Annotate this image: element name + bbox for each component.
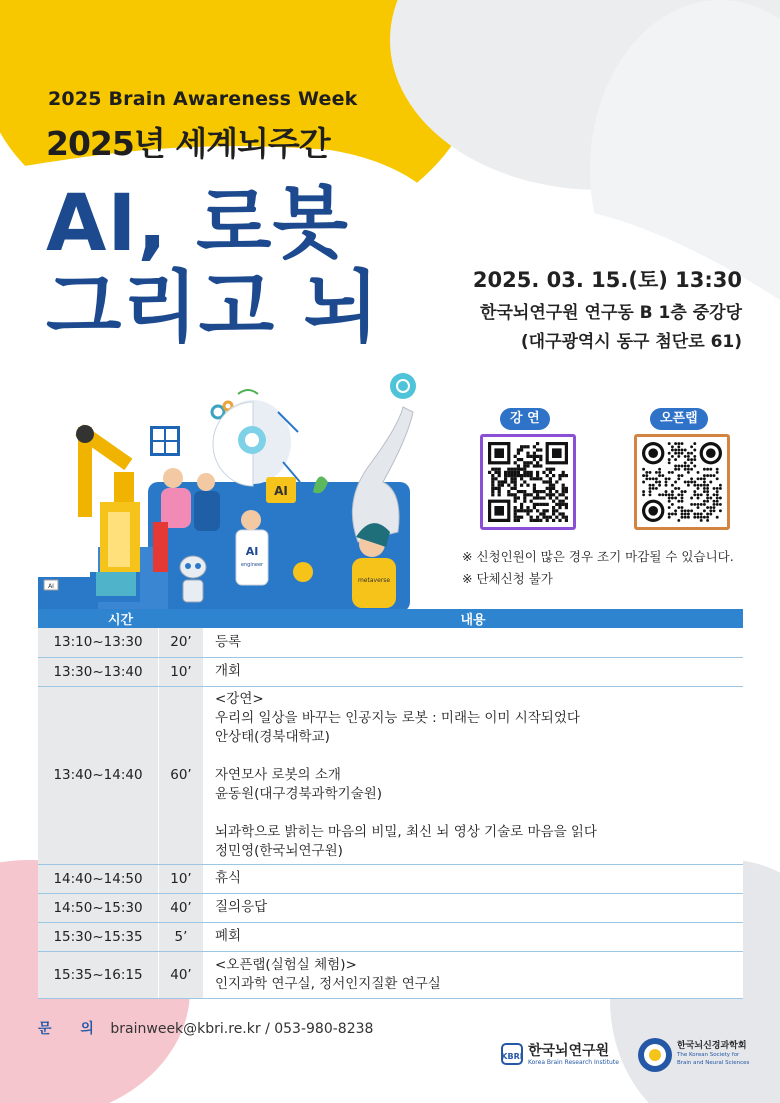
schedule-content [203,951,743,998]
schedule-content [203,657,743,686]
kbri-name: 한국뇌연구원 [528,1043,610,1059]
kbri-logo-mark [500,1040,524,1068]
schedule-content-line [215,747,731,766]
schedule-content-line: 폐회 [215,928,242,944]
schedule-content-line: 인지과학 연구실, 정서인지질환 연구실 [215,975,441,992]
schedule-row [38,628,743,657]
ksbns-logo-mark [636,1036,674,1074]
registration-notes [462,546,734,590]
svg-text:KBRI: KBRI [501,1052,523,1061]
schedule-content-line: <오픈랩(실험실 체험)> [215,956,357,973]
kbri-logo [500,1040,620,1070]
svg-text:AI: AI [274,484,288,498]
schedule-duration: 40’ [159,951,204,998]
schedule-duration: 60’ [159,686,204,864]
contact-label: 문 의 [38,1021,106,1037]
schedule-content [203,864,743,893]
schedule-content [203,893,743,922]
schedule-content-line: 정민영(한국뇌연구원) [215,842,343,859]
schedule-content-line: 등록 [215,633,242,650]
main-title-line2: 그리고 뇌 [46,263,380,353]
schedule-content-line [215,804,731,823]
event-venue: 한국뇌연구원 연구동 B 1층 중강당 [480,303,742,323]
schedule-header-row [38,609,743,628]
svg-text:metaverse: metaverse [357,577,391,584]
schedule-row [38,922,743,951]
event-date: 2025. 03. 15.(토) 13:30 [472,268,742,292]
event-address: (대구광역시 동구 첨단로 61) [520,332,742,352]
event-english-title: 2025 Brain Awareness Week [48,88,358,110]
svg-text:AI: AI [48,583,54,590]
note-early-closing: ※ 신청인원이 많은 경우 조기 마감될 수 있습니다. [462,549,734,564]
schedule-time: 13:10~13:30 [38,628,159,657]
contact-text[interactable]: brainweek@kbri.re.kr / 053-980-8238 [110,1021,374,1037]
openlab-qr-label: 오픈랩 [650,408,708,430]
schedule-content-line: 휴식 [215,870,242,886]
lecture-qr-label: 강 연 [500,408,550,430]
kbri-sub: Korea Brain Research Institute [528,1059,619,1066]
schedule-content-line: 질의응답 [215,899,268,915]
schedule-content-line: 개회 [215,663,242,679]
schedule-row [38,686,743,864]
svg-text:AI: AI [245,545,259,558]
schedule-content-line: 우리의 일상을 바꾸는 인공지능 로봇 : 미래는 이미 시작되었다 [215,709,580,726]
schedule-row [38,951,743,998]
lecture-qr-pattern [488,442,568,522]
note-no-group: ※ 단체신청 불가 [462,571,553,586]
ksbns-sub2: Brain and Neural Sciences [677,1060,750,1066]
schedule-content-line: 뇌과학으로 밝히는 마음의 비밀, 최신 뇌 영상 기술로 마음을 읽다 [215,823,597,840]
schedule-time: 14:40~14:50 [38,864,159,893]
openlab-qr-pattern [642,442,722,522]
ksbns-name: 한국뇌신경과학회 [677,1041,747,1051]
schedule-duration: 10’ [159,657,204,686]
schedule-content [203,628,743,657]
header-content: 내용 [203,609,743,628]
schedule-content-line: <강연> [215,690,264,707]
ai-robot-illustration [38,372,468,612]
ksbns-sub1: The Korean Society for [677,1052,740,1058]
svg-text:engineer: engineer [240,562,264,568]
contact-info [38,1018,373,1038]
schedule-content [203,922,743,951]
lecture-qr-code[interactable] [480,434,576,530]
schedule-content-line: 윤동원(대구경북과학기술원) [215,785,383,802]
main-title [46,179,380,353]
schedule-duration: 20’ [159,628,204,657]
schedule-duration: 5’ [159,922,204,951]
schedule-duration: 10’ [159,864,204,893]
schedule-time: 14:50~15:30 [38,893,159,922]
header-time: 시간 [38,609,203,628]
schedule-time: 13:40~14:40 [38,686,159,864]
schedule-row [38,864,743,893]
schedule-time: 13:30~13:40 [38,657,159,686]
schedule-time: 15:30~15:35 [38,922,159,951]
openlab-qr-code[interactable] [634,434,730,530]
main-title-line1: AI, 로봇 [46,179,349,269]
schedule-content-line: 안상태(경북대학교) [215,728,330,745]
schedule-row [38,893,743,922]
schedule-content-line: 자연모사 로봇의 소개 [215,766,341,783]
schedule-duration: 40’ [159,893,204,922]
schedule-content [203,686,743,864]
event-korean-title: 2025년 세계뇌주간 [46,124,330,163]
schedule-time: 15:35~16:15 [38,951,159,998]
schedule-table [38,609,743,999]
ksbns-logo [636,1034,750,1076]
schedule-row [38,657,743,686]
